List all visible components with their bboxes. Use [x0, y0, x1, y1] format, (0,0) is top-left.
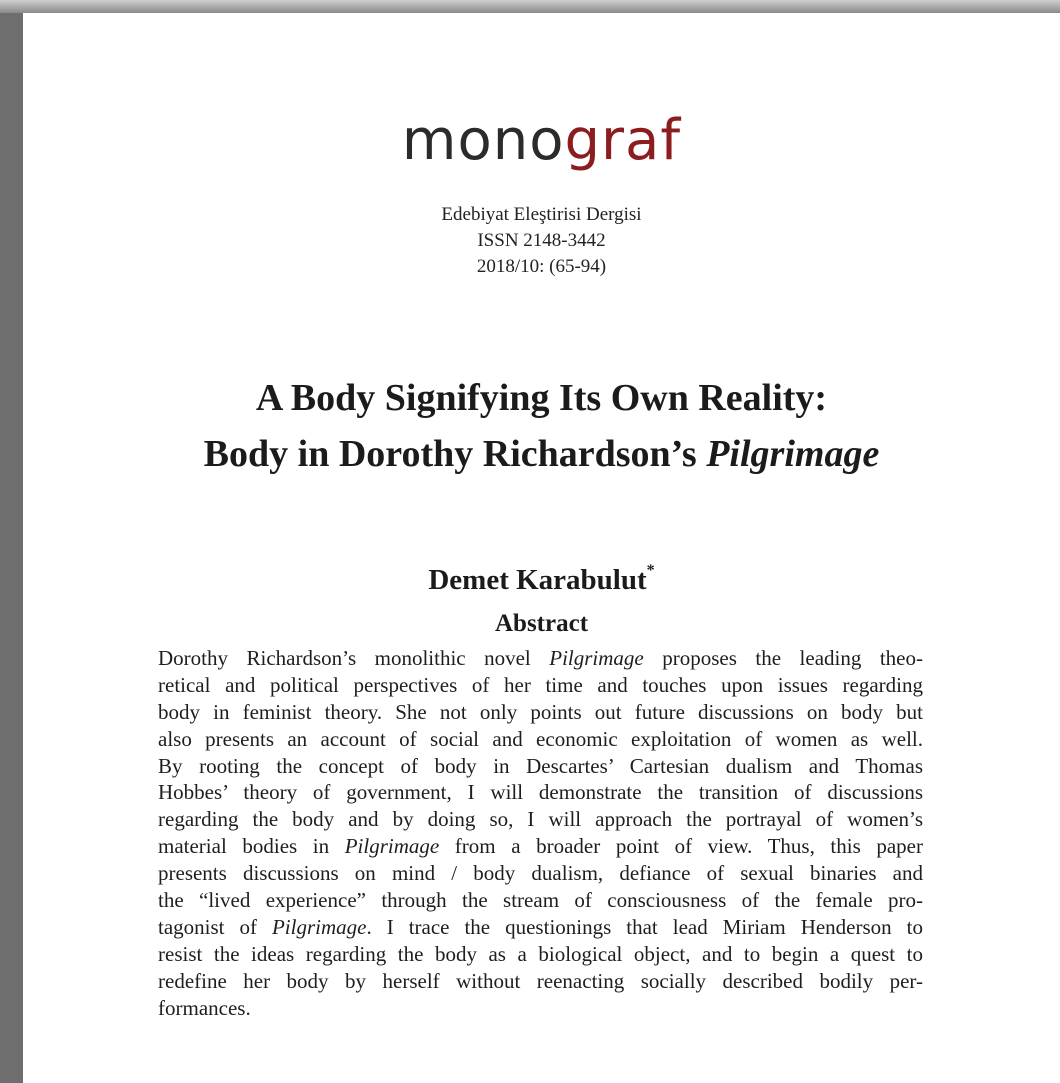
abstract-text: proposes the leading theo-	[643, 646, 923, 670]
author-name: Demet Karabulut	[428, 564, 647, 596]
journal-info	[23, 202, 1060, 280]
abstract-text: retical and political perspectives of her time and touches upon issues regarding	[158, 672, 923, 697]
abstract-text: resist the ideas regarding the body as a biological object, and to begin a quest to	[158, 941, 923, 966]
journal-issn: ISSN 2148-3442	[477, 230, 606, 251]
abstract-text: body in feminist theory. She not only points out future discussions on body but	[158, 699, 923, 724]
abstract-line	[158, 699, 923, 726]
journal-logo	[23, 109, 1060, 173]
abstract-line	[158, 779, 923, 806]
abstract-line	[158, 887, 923, 914]
document-page	[23, 13, 1060, 1083]
abstract-line	[158, 726, 923, 753]
title-line-2-text: Body in Dorothy Richardson’s	[203, 433, 707, 475]
abstract-italic-work: Pilgrimage	[271, 914, 367, 939]
abstract-line	[158, 941, 923, 968]
abstract-text: Dorothy Richardson’s monolithic novel	[158, 646, 550, 670]
abstract-text: formances.	[158, 995, 251, 1020]
logo-text-graf: graf	[564, 108, 682, 173]
viewer-top-edge	[0, 0, 1060, 13]
abstract-text: also presents an account of social and economic exploitation of women as well.	[158, 726, 923, 751]
abstract-text: the “lived experience” through the stream of consciousness of the female pro-	[158, 888, 923, 913]
abstract-line	[158, 645, 923, 672]
abstract-line	[158, 860, 923, 887]
abstract-text: tagonist of	[158, 914, 272, 939]
abstract-text: presents discussions on mind / body dualism, defiance of sexual binaries and	[158, 861, 923, 886]
abstract-text: Hobbes’ theory of government, I will demonstrate the transition of discussions	[158, 780, 923, 805]
abstract-line	[158, 672, 923, 699]
logo-text-mono: mono	[401, 108, 565, 173]
author-footnote-mark: *	[646, 562, 655, 579]
abstract-italic-work: Pilgrimage	[549, 646, 644, 670]
paper-title	[23, 370, 1060, 482]
abstract-line	[158, 833, 923, 860]
author	[23, 551, 1060, 600]
abstract-line	[158, 995, 923, 1022]
title-line-2	[23, 426, 1060, 482]
journal-name: Edebiyat Eleştirisi Dergisi	[441, 204, 642, 225]
journal-issue: 2018/10: (65-94)	[476, 256, 607, 277]
title-line-1: A Body Signifying Its Own Reality:	[255, 377, 828, 419]
abstract-text: from a broader point of view. Thus, this paper	[439, 834, 923, 859]
title-italic-work: Pilgrimage	[706, 433, 880, 475]
abstract-heading: Abstract	[494, 610, 589, 637]
abstract-text: . I trace the questionings that lead Miriam Henderson to	[366, 914, 923, 939]
abstract-body	[158, 645, 923, 1021]
abstract-line	[158, 806, 923, 833]
abstract-line	[158, 914, 923, 941]
abstract-text: By rooting the concept of body in Descartes’ Cartesian dualism and Thomas	[158, 753, 923, 778]
abstract-line	[158, 968, 923, 995]
abstract-text: regarding the body and by doing so, I will approach the portrayal of women’s	[158, 807, 923, 832]
abstract-text: material bodies in	[158, 834, 345, 859]
abstract-text: redefine her body by herself without reenacting socially described bodily per-	[158, 968, 923, 993]
abstract-line	[158, 753, 923, 780]
abstract-italic-work: Pilgrimage	[344, 834, 440, 859]
